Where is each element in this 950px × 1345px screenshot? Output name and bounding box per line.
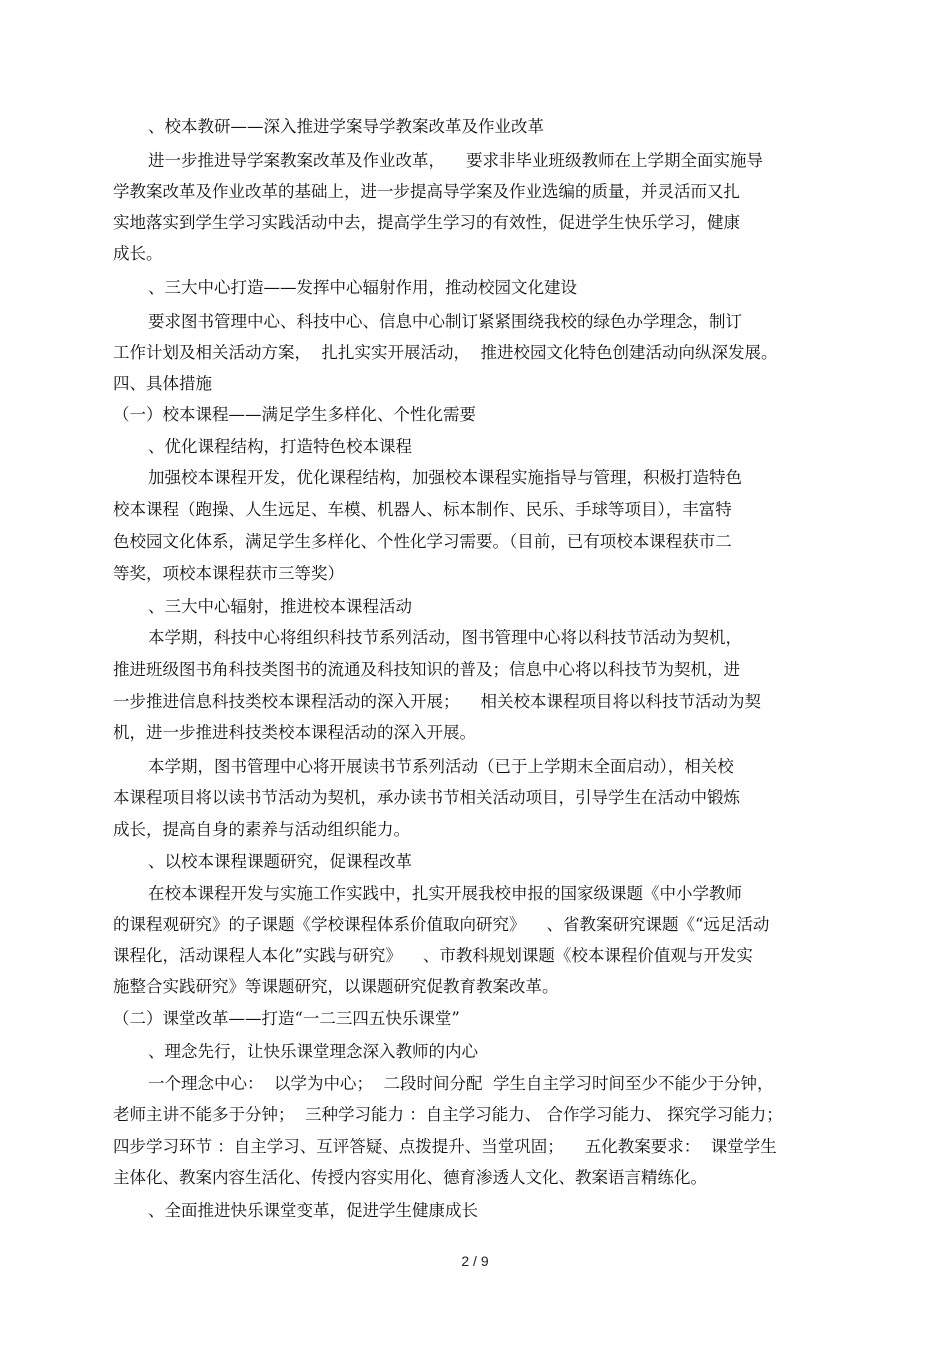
paragraph-line: 一步推进信息科技类校本课程活动的深入开展； 相关校本课程项目将以科技节活动为契 [113, 692, 761, 711]
section-heading: 、以校本课程课题研究，促课程改革 [148, 852, 412, 871]
section-heading: 、全面推进快乐课堂变革，促进学生健康成长 [148, 1201, 478, 1220]
section-heading: 、三大中心辐射，推进校本课程活动 [148, 597, 412, 616]
section-heading: （一）校本课程——满足学生多样化、个性化需要 [113, 405, 476, 424]
paragraph-line: 在校本课程开发与实施工作实践中，扎实开展我校申报的国家级课题《中小学教师 [148, 884, 742, 903]
section-heading: 、优化课程结构，打造特色校本课程 [148, 437, 412, 456]
chapter-heading: 四、具体措施 [113, 374, 212, 393]
paragraph-line: 学教案改革及作业改革的基础上，进一步提高导学案及作业选编的质量，并灵活而又扎 [113, 182, 740, 201]
paragraph-line: 一个理念中心： 以学为中心； 二段时间分配 学生自主学习时间至少不能少于分钟， [148, 1074, 774, 1093]
paragraph-line: 等奖，项校本课程获市三等奖） [113, 564, 344, 583]
paragraph-line: 进一步推进导学案教案改革及作业改革， 要求非毕业班级教师在上学期全面实施导 [148, 151, 763, 170]
paragraph-line: 本课程项目将以读书节活动为契机，承办读书节相关活动项目，引导学生在活动中锻炼 [113, 788, 740, 807]
paragraph-line: 推进班级图书角科技类图书的流通及科技知识的普及；信息中心将以科技节为契机，进 [113, 660, 740, 679]
paragraph-line: 工作计划及相关活动方案， 扎扎实实开展活动， 推进校园文化特色创建活动向纵深发展。 [113, 343, 778, 362]
paragraph-line: 加强校本课程开发，优化课程结构，加强校本课程实施指导与管理，积极打造特色 [148, 468, 742, 487]
paragraph-line: 本学期，科技中心将组织科技节系列活动，图书管理中心将以科技节活动为契机， [148, 628, 742, 647]
paragraph-line: 施整合实践研究》等课题研究，以课题研究促教育教案改革。 [113, 977, 559, 996]
paragraph-line: 成长。 [113, 244, 163, 263]
paragraph-line: 要求图书管理中心、科技中心、信息中心制订紧紧围绕我校的绿色办学理念，制订 [148, 312, 742, 331]
section-heading: 、校本教研——深入推进学案导学教案改革及作业改革 [148, 117, 544, 136]
paragraph-line: 实地落实到学生学习实践活动中去，提高学生学习的有效性，促进学生快乐学习，健康 [113, 213, 740, 232]
page-number: 2 / 9 [461, 1253, 489, 1269]
paragraph-line: 色校园文化体系，满足学生多样化、个性化学习需要。（目前，已有项校本课程获市二 [113, 532, 732, 551]
section-heading: （二）课堂改革——打造“一二三四五快乐课堂” [113, 1009, 460, 1028]
paragraph-line: 的课程观研究》的子课题《学校课程体系价值取向研究》 、省教案研究课题《“远足活动 [113, 915, 770, 934]
paragraph-line: 主体化、教案内容生活化、传授内容实用化、德育渗透人文化、教案语言精练化。 [113, 1168, 707, 1187]
section-heading: 、理念先行，让快乐课堂理念深入教师的内心 [148, 1042, 478, 1061]
paragraph-line: 校本课程（跑操、人生远足、车模、机器人、标本制作、民乐、手球等项目），丰富特 [113, 500, 732, 519]
paragraph-line: 成长，提高自身的素养与活动组织能力。 [113, 820, 410, 839]
paragraph-line: 课程化，活动课程人本化”实践与研究》 、市教科规划课题《校本课程价值观与开发实 [113, 946, 753, 965]
paragraph-line: 老师主讲不能多于分钟； 三种学习能力 ：自主学习能力、 合作学习能力、 探究学习能力； [113, 1105, 783, 1124]
paragraph-line: 机，进一步推进科技类校本课程活动的深入开展。 [113, 723, 476, 742]
section-heading: 、三大中心打造——发挥中心辐射作用，推动校园文化建设 [148, 278, 577, 297]
paragraph-line: 四步学习环节 ：自主学习、互评答疑、点拨提升、当堂巩固； 五化教案要求： 课堂学生 [113, 1137, 777, 1156]
paragraph-line: 本学期，图书管理中心将开展读书节系列活动（已于上学期末全面启动），相关校 [148, 757, 734, 776]
